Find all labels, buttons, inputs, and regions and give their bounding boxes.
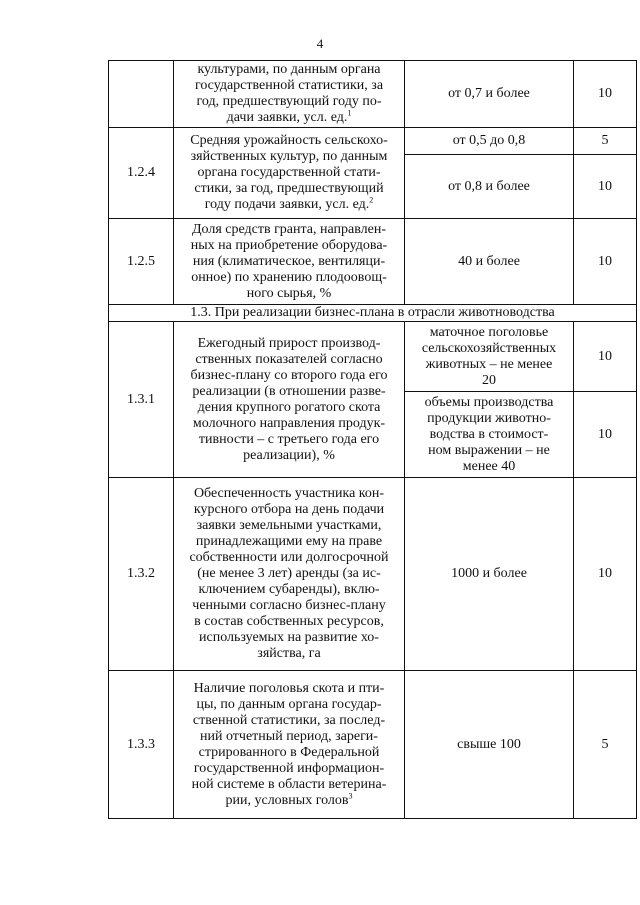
score-cell: 5 bbox=[574, 128, 637, 155]
row-number-cell bbox=[109, 61, 174, 128]
criterion-cell: Обеспеченность участника кон- курсного отбора на день подачи заявки земельными участками, принадлежащими ему на праве собственности или долгосрочной (не менее 3 лет) аренды (за ис- ключением субаренды), вклю- ченными согласно бизнес-плану в состав собственных ресурсов, используемых на развитие хо- зяйства, га bbox=[174, 478, 405, 671]
table-row-1-2-5 bbox=[109, 219, 637, 305]
table-row-1-3-3 bbox=[109, 671, 637, 819]
criterion-cell: Ежегодный прирост производ- ственных показателей согласно бизнес-плану со второго года его реализации (в отношении разве- дения крупного рогатого скота молочного направления продук- тивности – с третьего года его реализации), % bbox=[174, 322, 405, 478]
criterion-cell: Средняя урожайность сельскохо- зяйственных культур, по данным органа государственной стати- стики, за год, предшествующий году подачи заявки, усл. ед.$^2$ bbox=[174, 128, 405, 219]
score-cell: 10 bbox=[574, 478, 637, 671]
condition-cell: 40 и более bbox=[405, 219, 574, 305]
footnote-marker: 3 bbox=[348, 790, 353, 800]
table-row-1-3-2 bbox=[109, 478, 637, 671]
row-number: 1.3.1 bbox=[109, 322, 174, 478]
footnote-marker: 2 bbox=[369, 195, 374, 205]
table-row-1-3-1 bbox=[109, 322, 637, 392]
score-cell: 10 bbox=[574, 61, 637, 128]
score-cell: 10 bbox=[574, 219, 637, 305]
page-number: 4 bbox=[316, 36, 324, 51]
table-row-1-2-4 bbox=[109, 128, 637, 155]
score-cell: 10 bbox=[574, 155, 637, 219]
score-cell: 5 bbox=[574, 671, 637, 819]
row-number: 1.3.2 bbox=[109, 478, 174, 671]
section-header-row bbox=[109, 305, 637, 322]
condition-cell: маточное поголовье сельскохозяйственных животных – не менее 20 bbox=[405, 322, 574, 392]
condition-cell: свыше 100 bbox=[405, 671, 574, 819]
criterion-cell: культурами, по данным органа государственной статистики, за год, предшествующий году по- дачи заявки, усл. ед.$^1$ bbox=[174, 61, 405, 128]
row-number: 1.3.3 bbox=[109, 671, 174, 819]
condition-cell: 1000 и более bbox=[405, 478, 574, 671]
criterion-cell: Доля средств гранта, направлен- ных на приобретение оборудова- ния (климатическое, вентиляци- онное) по хранению плодоовощ- ного сырья, % bbox=[174, 219, 405, 305]
criteria-table bbox=[108, 60, 637, 819]
table-row-1-2-4-continuation bbox=[109, 61, 637, 128]
score-cell: 10 bbox=[574, 322, 637, 392]
footnote-marker: 1 bbox=[347, 108, 352, 118]
condition-cell: объемы производства продукции животно- водства в стоимост- ном выражении – не менее 40 bbox=[405, 392, 574, 478]
row-number: 1.2.4 bbox=[109, 128, 174, 219]
score-cell: 10 bbox=[574, 392, 637, 478]
condition-cell: от 0,5 до 0,8 bbox=[405, 128, 574, 155]
row-number: 1.2.5 bbox=[109, 219, 174, 305]
condition-cell: от 0,8 и более bbox=[405, 155, 574, 219]
criterion-cell: Наличие поголовья скота и пти- цы, по данным органа государ- ственной статистики, за послед- ний отчетный период, зареги- стрированного в Федеральной государственной информацион- ной системе в области ветерина- рии, условных голов$^3$ bbox=[174, 671, 405, 819]
condition-cell: от 0,7 и более bbox=[405, 61, 574, 128]
section-title: 1.3. При реализации бизнес-плана в отрасли животноводства bbox=[109, 305, 637, 322]
